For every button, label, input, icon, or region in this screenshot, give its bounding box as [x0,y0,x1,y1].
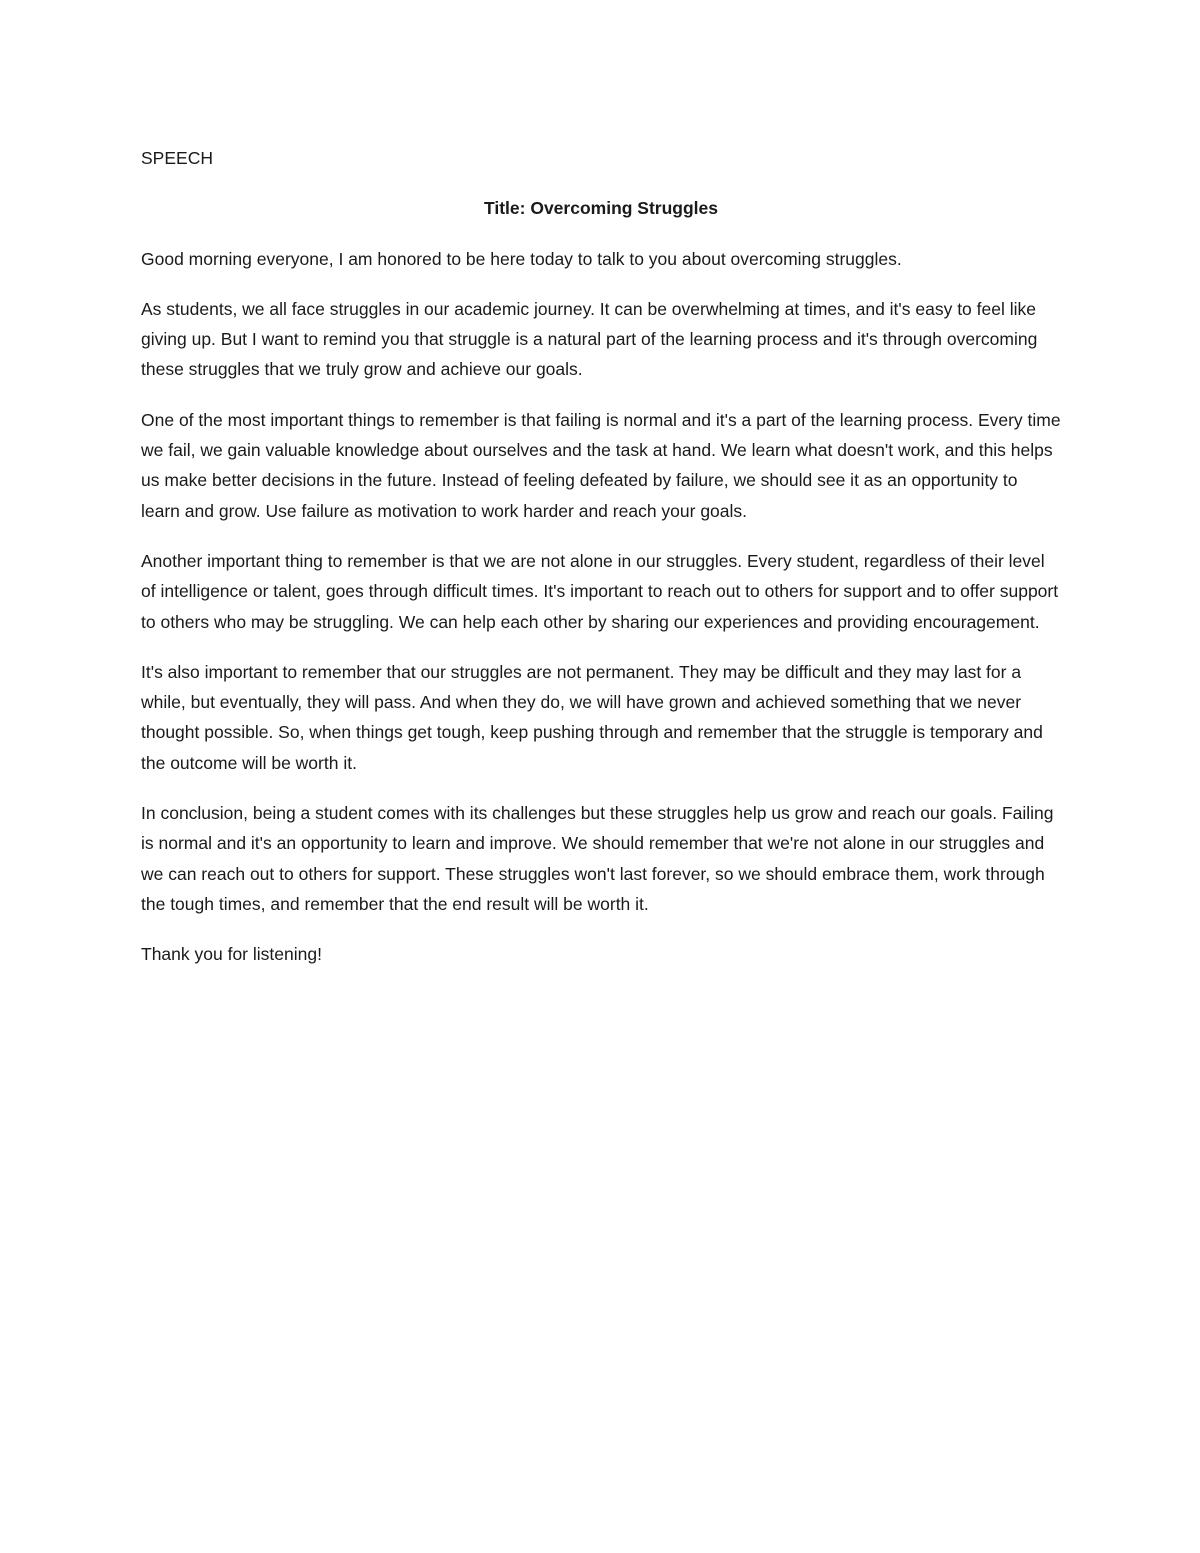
paragraph-closing: Thank you for listening! [141,944,322,965]
paragraph-conclusion: In conclusion, being a student comes with its challenges but these struggles help us grow and reach our goals. Failing is normal and it's an opportunity to learn and improve. We should remember that we're not alone in our struggles and we can reach out to others for support. These struggles won't last forever, so we should embrace them, work through the tough times, and remember that the end result will be worth it. [141,803,1054,914]
paragraph-failing-is-normal: One of the most important things to remember is that failing is normal and it's a part of the learning process. Every time we fail, we gain valuable knowledge about ourselves and the task at hand. We learn what doesn't work, and this helps us make better decisions in the future. Instead of feeling defeated by failure, we should see it as an opportunity to learn and grow. Use failure as motivation to work harder and reach your goals. [141,409,1061,521]
document-body [141,143,1061,990]
document-label: SPEECH [141,148,213,168]
document-title: Title: Overcoming Struggles [483,198,719,219]
paragraph-not-alone: Another important thing to remember is that we are not alone in our struggles. Every student, regardless of their level of intelligence or talent, goes through difficult times. It's important to reach out to others for support and to offer support to others who may be struggling. We can help each other by sharing our experiences and providing encouragement. [141,550,1059,632]
paragraph-greeting: Good morning everyone, I am honored to be here today to talk to you about overcoming struggles. [141,248,902,269]
paragraph-not-permanent: It's also important to remember that our struggles are not permanent. They may be difficult and they may last for a while, but eventually, they will pass. And when they do, we will have grown and achieved something that we never thought possible. So, when things get tough, keep pushing through and remember that the struggle is temporary and the outcome will be worth it. [141,661,1043,773]
paragraph-academic-journey: As students, we all face struggles in our academic journey. It can be overwhelming at times, and it's easy to feel like giving up. But I want to remind you that struggle is a natural part of the learning process and it's through overcoming these struggles that we truly grow and achieve our goals. [141,298,1038,380]
